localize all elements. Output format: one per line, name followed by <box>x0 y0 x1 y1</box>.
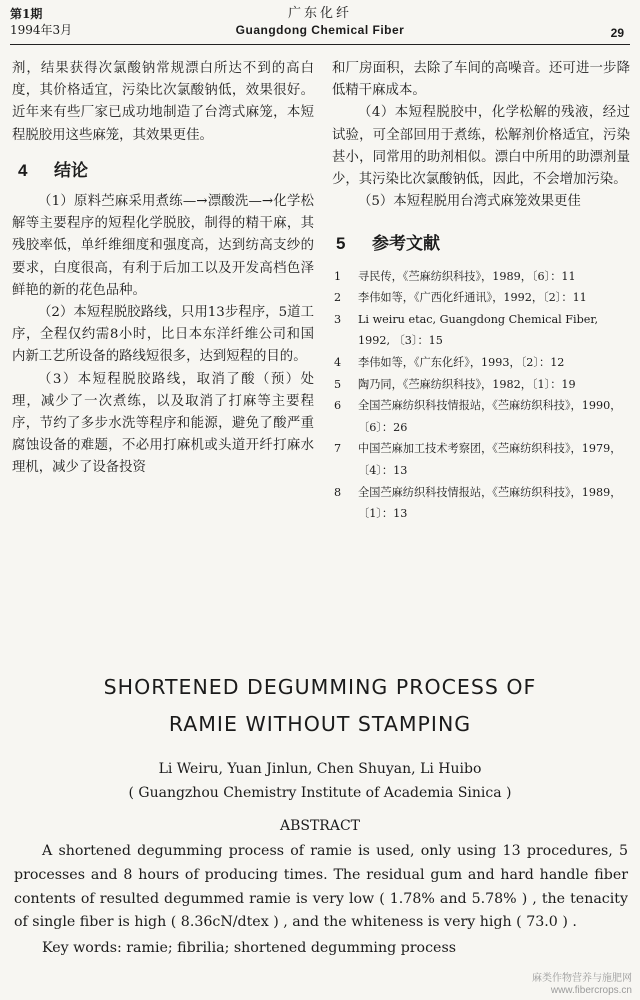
reference-text: 中国苎麻加工技术考察团，《苎麻纺织科技》，1979，〔4〕：13 <box>358 442 622 477</box>
watermark-line: 麻类作物营养与施肥网 <box>532 973 632 984</box>
reference-item <box>332 374 630 396</box>
reference-number: 4 <box>334 356 342 369</box>
reference-text: 李伟如等，《广东化纤》，1993，〔2〕：12 <box>358 356 565 369</box>
page-header <box>10 4 630 45</box>
reference-item <box>332 482 630 525</box>
reference-list <box>332 266 630 525</box>
journal-title-en: Guangdong Chemical Fiber <box>235 23 405 37</box>
watermark <box>532 973 632 997</box>
author-affiliation: ( Guangzhou Chemistry Institute of Academia Sinica ) <box>128 785 512 801</box>
watermark-line: www.fibercrops.cn <box>550 985 632 996</box>
abstract-text: A shortened degumming process of ramie is used, only using 13 procedures, 5 processes and 8 hours of producing times. The residual gum and hard handle fiber contents of resulted degummed ramie is very low ( 1.78% and 5.78% ) , the tenacity of single fiber is high ( 8.36cN/dtex ) , and the whiteness is very high ( 73.0 ) . <box>14 843 628 931</box>
english-title-line: RAMIE WITHOUT STAMPING <box>168 712 472 736</box>
reference-text: Li weiru etac, Guangdong Chemical Fiber, 1992, 〔3〕：15 <box>358 312 599 348</box>
section-title: 参考文献 <box>372 234 440 254</box>
conclusion-paragraph: （4）本短程脱胶中，化学松解的残液，经过试验，可全部回用于煮练，松解剂价格适宜，污染甚小，同常用的助剂相似。漂白中所用的助漂剂量少，其污染比次氯酸钠低，因此，不会增加污染。 <box>332 105 630 188</box>
journal-title-cn: 广东化纤 <box>287 6 352 21</box>
reference-text: 陶乃同，《苎麻纺织科技》，1982，〔1〕：19 <box>358 377 576 391</box>
reference-item <box>332 287 630 309</box>
author-block <box>0 757 640 805</box>
section-heading-references <box>336 233 630 255</box>
section-title: 结论 <box>54 160 88 180</box>
abstract-body <box>14 840 628 961</box>
conclusion-paragraph: （2）本短程脱胶路线，只用13步程序，5道工序，全程仅约需8小时，比日本东洋纤维公司和国内新工艺所设备的路线短很多，达到短程的目的。 <box>12 305 314 365</box>
reference-text: 全国苎麻纺织科技情报站，《苎麻纺织科技》，1989，〔1〕：13 <box>358 485 622 521</box>
reference-number: 1 <box>334 269 342 283</box>
reference-item <box>332 395 630 438</box>
reference-number: 8 <box>334 485 342 499</box>
conclusion-paragraph: （1）原料苎麻采用煮练—→漂酸洗—→化学松解等主要程序的短程化学脱胶，制得的精干麻，其残胶率低，单纤维细度和强度高，达到纺高支纱的要求，白度很高，有利于后加工以及开发高档色泽鲜艳的新的花色品种。 <box>12 194 314 298</box>
section-number: 5 <box>336 234 346 254</box>
section-number: 4 <box>18 160 28 180</box>
conclusion-paragraph: （5）本短程脱用台湾式麻笼效果更佳 <box>358 194 581 210</box>
page-number: 29 <box>610 26 624 40</box>
issue-date: 1994年3月 <box>10 23 73 37</box>
reference-text: 李伟如等，《广西化纤通讯》，1992，〔2〕：11 <box>358 291 587 305</box>
reference-item <box>332 352 630 374</box>
reference-text: 全国苎麻纺织科技情报站，《苎麻纺织科技》，1990，〔6〕：26 <box>358 399 622 434</box>
reference-item <box>332 438 630 481</box>
section-heading-conclusion <box>18 160 314 182</box>
reference-number: 6 <box>334 399 342 413</box>
english-title <box>0 669 640 743</box>
author-names: Li Weiru, Yuan Jinlun, Chen Shuyan, Li Huibo <box>158 761 482 777</box>
conclusion-paragraph: （3）本短程脱胶路线，取消了酸（预）处理，减少了一次煮练，以及取消了打麻等主要程序，节约了多步水洗等程序和能源，避免了酸严重腐蚀设备的难题，不必用打麻机或头道开纤打麻水理机，减少了设备投资 <box>12 371 314 476</box>
issue-number: 第1期 <box>10 7 43 21</box>
continuation-paragraph: 和厂房面积，去除了车间的高噪音。还可进一步降低精干麻成本。 <box>332 61 630 99</box>
right-column <box>332 58 630 525</box>
journal-title <box>10 6 630 38</box>
reference-text: 寻民传，《苎麻纺织科技》，1989，〔6〕：11 <box>358 269 576 283</box>
reference-item <box>332 309 630 352</box>
reference-number: 3 <box>334 312 342 326</box>
left-column <box>12 58 314 480</box>
reference-number: 7 <box>334 442 342 456</box>
reference-number: 2 <box>334 291 342 305</box>
english-title-line: SHORTENED DEGUMMING PROCESS OF <box>103 675 537 699</box>
intro-paragraph: 剂，结果获得次氯酸钠常规漂白所达不到的高白度，其价格适宜，污染比次氯酸钠低，效果很好。近年来有些厂家已成功地制造了台湾式麻笼，本短程脱胶用这些麻笼，其效果更佳。 <box>12 61 314 143</box>
reference-item <box>332 266 630 288</box>
abstract-heading: ABSTRACT <box>279 818 361 834</box>
reference-number: 5 <box>334 377 342 391</box>
keywords: Key words: ramie; fibrilia; shortened degumming process <box>42 940 457 957</box>
